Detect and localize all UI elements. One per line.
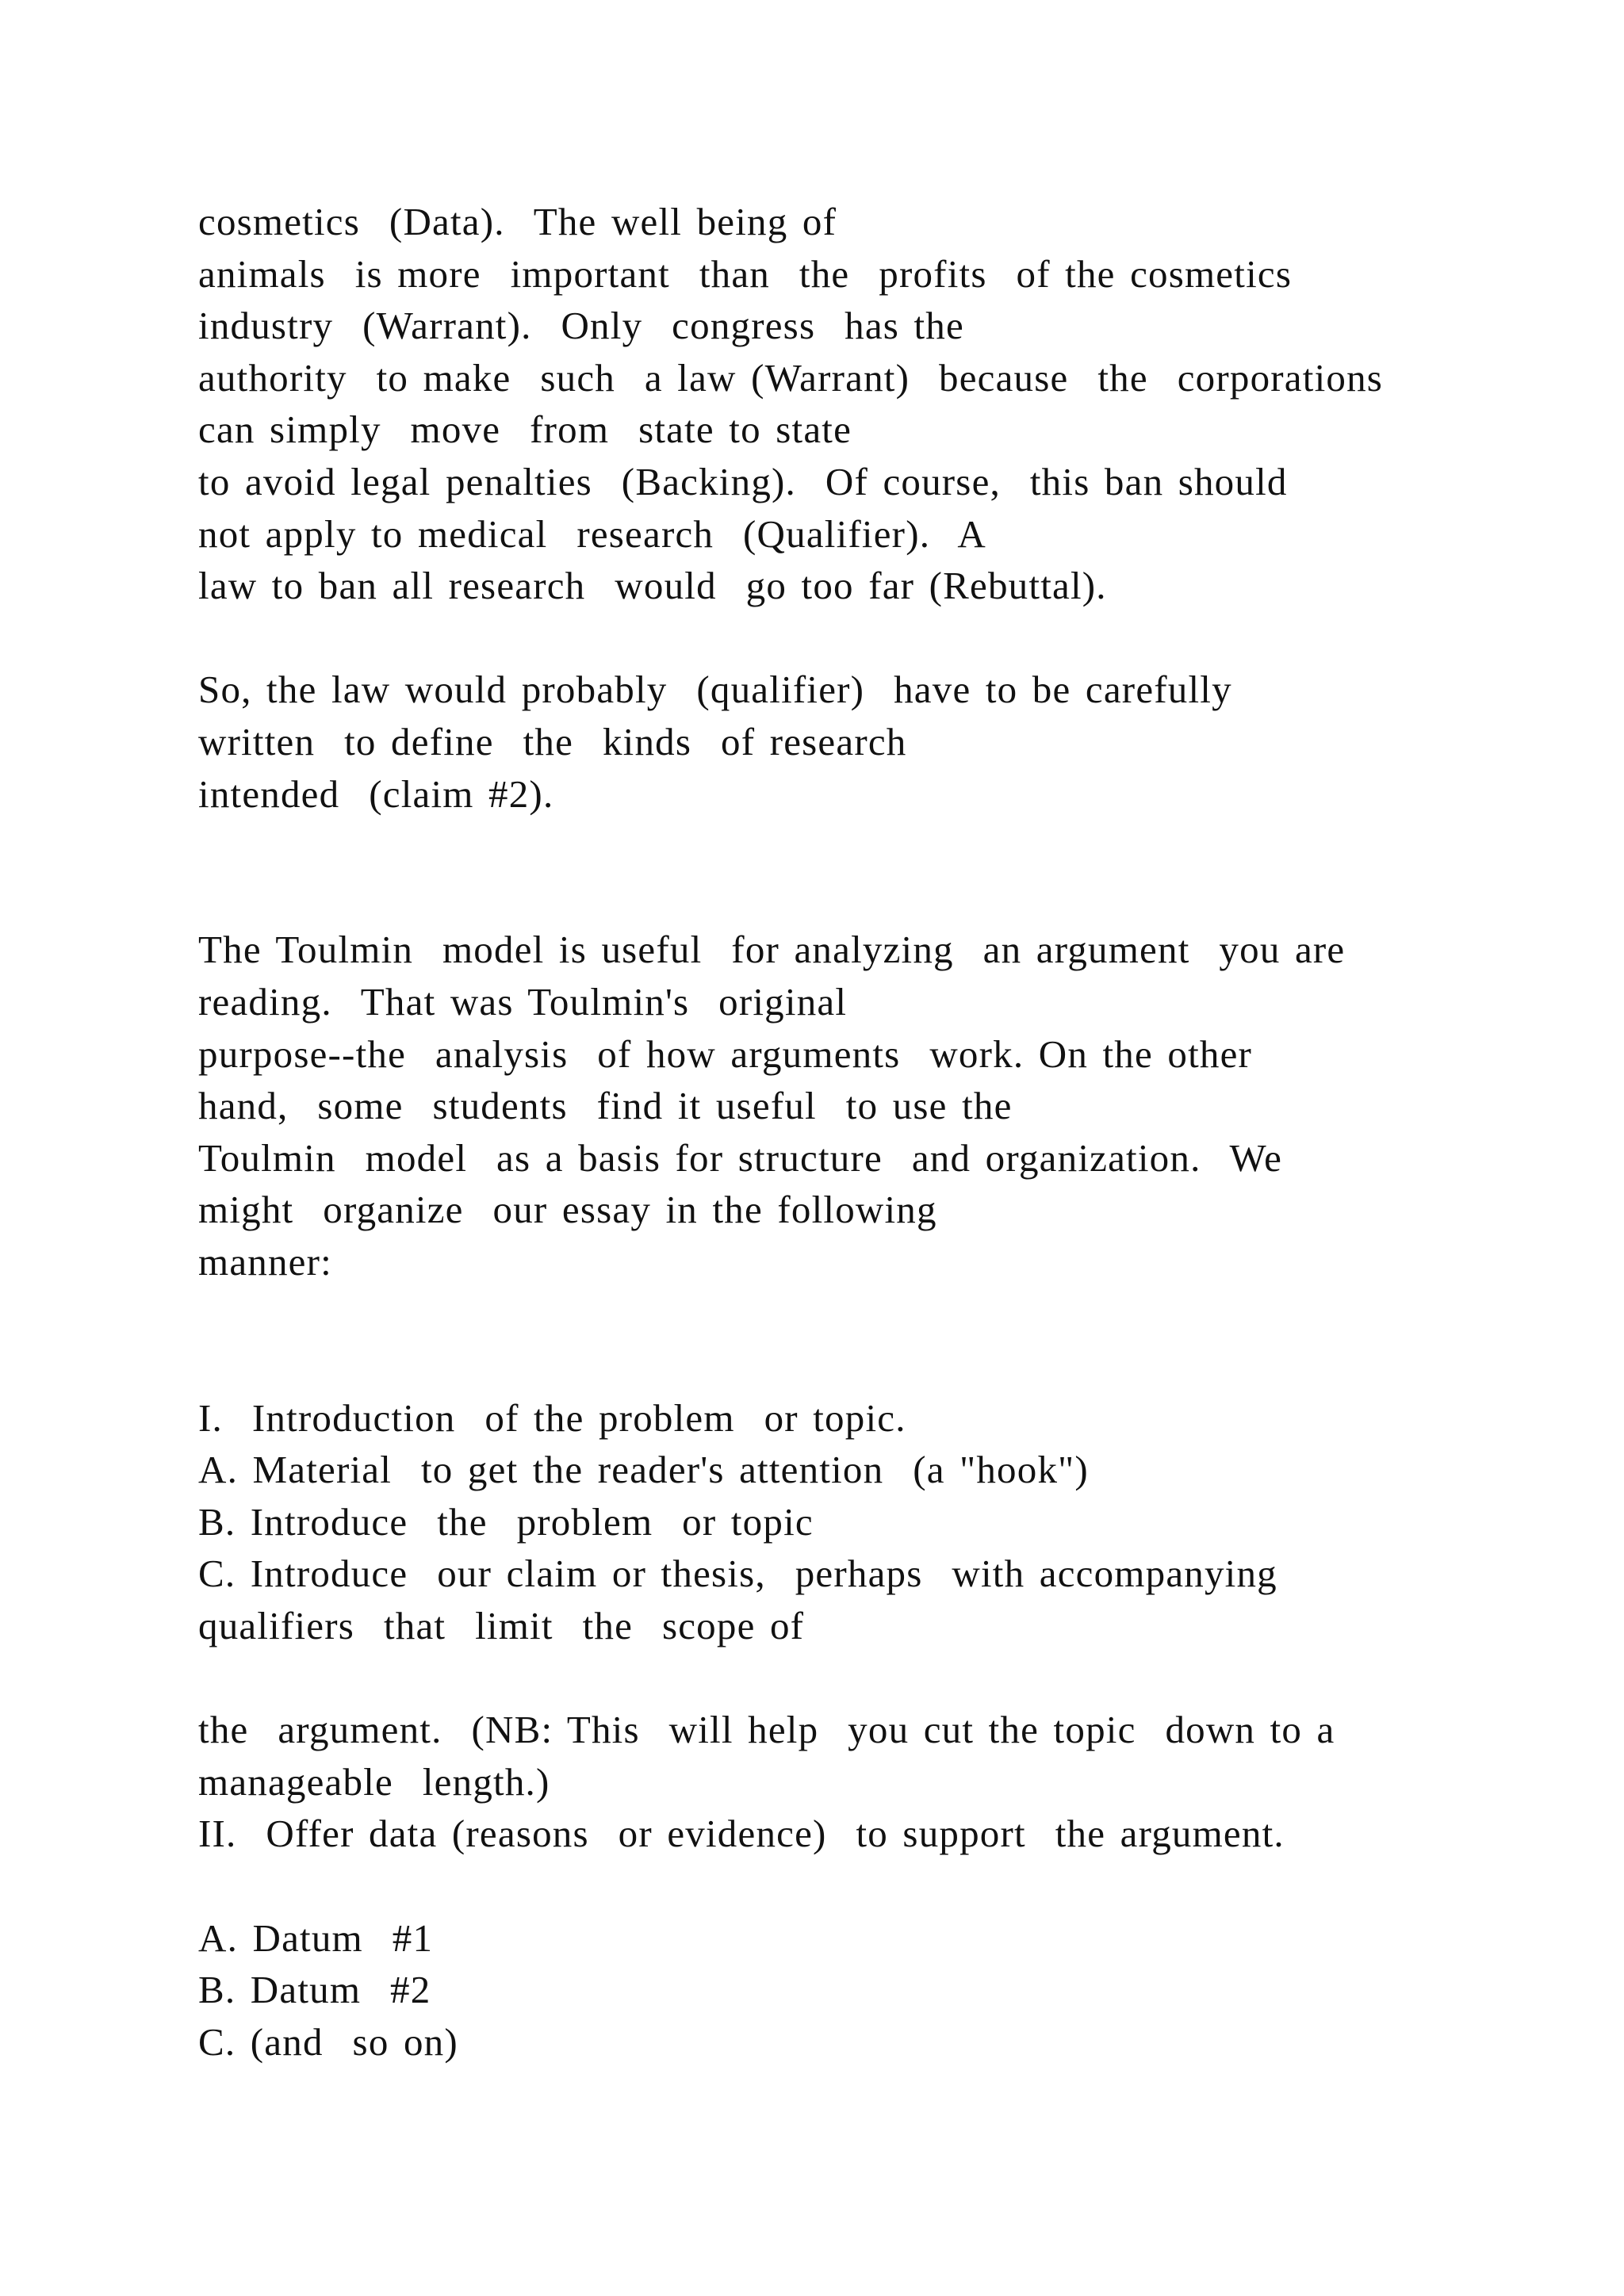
blank-line — [198, 1340, 1546, 1392]
text-line: not apply to medical research (Qualifier). A — [198, 511, 986, 556]
text-line: cosmetics (Data). The well being of — [198, 200, 837, 243]
text-line: might organize our essay in the following — [198, 1188, 937, 1232]
text-line: manner: — [198, 1239, 332, 1284]
text-line: purpose--the analysis of how arguments work. On the other — [198, 1031, 1253, 1076]
text-line: reading. That was Toulmin's original — [198, 979, 848, 1024]
text-line: the argument. (NB: This will help you cut the topic down to a — [198, 1708, 1335, 1752]
text-line: can simply move from state to state — [198, 408, 852, 452]
text-line: Toulmin model as a basis for structure and organization. We — [198, 1135, 1283, 1180]
text-line: The Toulmin model is useful for analyzing an argument you are — [198, 928, 1346, 972]
text-line: qualifiers that limit the scope of — [198, 1604, 805, 1648]
blank-line — [198, 820, 1546, 872]
text-line: manageable length.) — [198, 1759, 550, 1804]
blank-line — [198, 1288, 1546, 1340]
outline-item: C. (and so on) — [198, 2019, 458, 2064]
outline-item: C. Introduce our claim or thesis, perhaps with accompanying — [198, 1552, 1277, 1596]
text-line: law to ban all research would go too far (Rebuttal). — [198, 564, 1107, 608]
outline-item: A. Datum #1 — [198, 1915, 434, 1960]
outline-item: I. Introduction of the problem or topic. — [198, 1395, 906, 1440]
text-line: to avoid legal penalties (Backing). Of course, this ban should — [198, 459, 1288, 503]
outline-item: II. Offer data (reasons or evidence) to support the argument. — [198, 1812, 1285, 1856]
blank-line — [198, 1860, 1546, 1912]
outline-item: B. Datum #2 — [198, 1968, 431, 2012]
outline-item: A. Material to get the reader's attention (a "hook") — [198, 1448, 1089, 1492]
blank-line — [198, 872, 1546, 924]
blank-line — [198, 612, 1546, 664]
text-line: So, the law would probably (qualifier) have to be carefully — [198, 668, 1232, 712]
document-text — [198, 196, 1546, 2068]
blank-line — [198, 1652, 1546, 1705]
text-line: industry (Warrant). Only congress has the — [198, 304, 964, 348]
text-line: hand, some students find it useful to use the — [198, 1084, 1013, 1128]
text-line: animals is more important than the profits of the cosmetics — [198, 251, 1293, 296]
text-line: written to define the kinds of research — [198, 719, 907, 763]
text-line: authority to make such a law (Warrant) because the corporations — [198, 355, 1384, 400]
text-line: intended (claim #2). — [198, 771, 554, 816]
outline-item: B. Introduce the problem or topic — [198, 1499, 814, 1544]
